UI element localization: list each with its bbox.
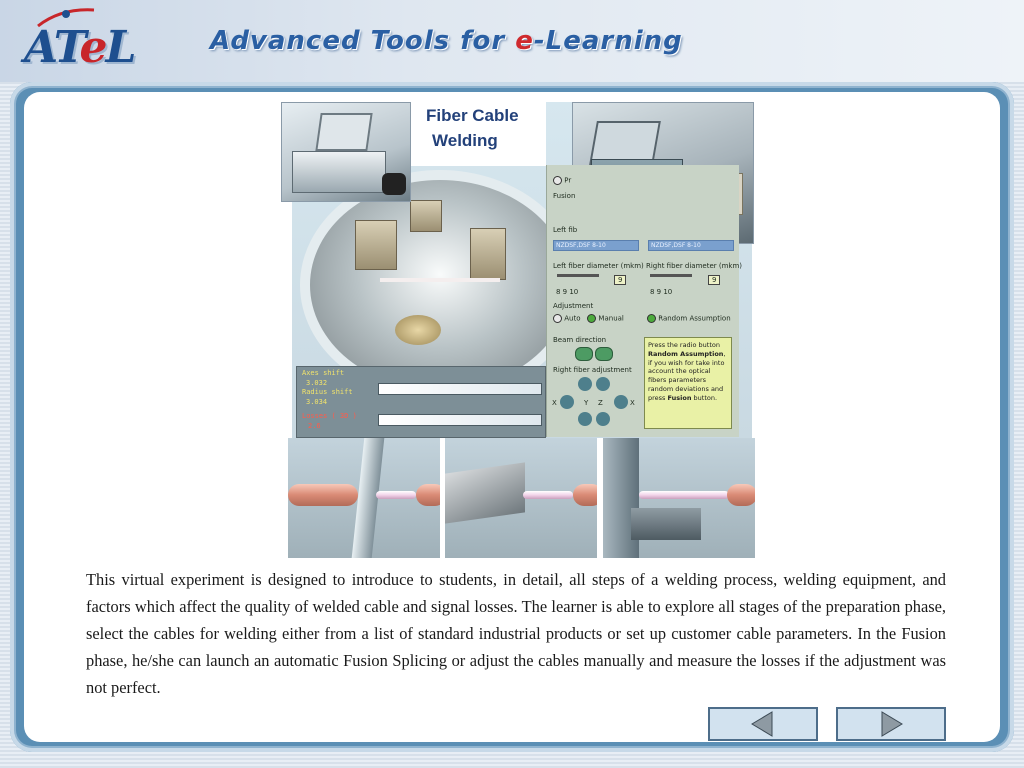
left-diameter-label: Left fiber diameter (mkm) (553, 262, 644, 270)
mode-radio[interactable] (553, 176, 562, 185)
radius-shift-value: 3.034 (306, 398, 328, 406)
stage-cleave-image (288, 438, 440, 558)
swoosh-icon (36, 6, 96, 30)
clamp-block (470, 228, 506, 280)
figure-title: Fiber Cable Welding (410, 102, 546, 166)
description-text: This virtual experiment is designed to introduce to students, in detail, all steps of a welding process, welding equipment, and factors which affect the quality of welded cable and signal losses. The learner is able to explore all stages of the preparation phase, select the cables for welding either from a list of standard industrial products or set up customer cable parameters. In the Fusion phase, he/she can launch an automatic Fusion Splicing or adjust the cables manually and measure the losses if the adjustment was not perfect. (86, 570, 946, 697)
beam-left-button[interactable] (575, 347, 593, 361)
splicer-device-image (281, 102, 411, 202)
header-banner (0, 0, 1024, 82)
adjust-right-button[interactable] (614, 395, 628, 409)
losses-value: 2.6 (308, 422, 321, 430)
adjustment-label: Adjustment (553, 302, 594, 310)
left-diameter-slider[interactable] (557, 274, 599, 277)
adjust-down2-button[interactable] (596, 412, 610, 426)
clamp-block (355, 220, 397, 270)
triangle-left-icon (710, 709, 816, 739)
left-fiber-select[interactable]: NZDSF,DSF 8-10 (553, 240, 639, 251)
adjust-left-button[interactable] (560, 395, 574, 409)
right-diameter-value: 9 (708, 275, 720, 285)
fiber-line (380, 278, 500, 282)
losses-label: Losses ( 3D ) (302, 412, 357, 420)
auto-radio[interactable] (553, 314, 562, 323)
axes-shift-value: 3.032 (306, 379, 328, 387)
triangle-right-icon (838, 709, 944, 739)
left-fiber-label: Left fib (553, 226, 578, 234)
right-scale: 8 9 10 (650, 288, 673, 296)
adjust-up2-button[interactable] (596, 377, 610, 391)
previous-button[interactable] (708, 707, 818, 741)
beam-direction-label: Beam direction (553, 336, 607, 344)
electrode-disc (395, 315, 441, 345)
left-scale: 8 9 10 (556, 288, 579, 296)
adjust-up-button[interactable] (578, 377, 592, 391)
random-assumption-radio[interactable] (647, 314, 656, 323)
radius-shift-label: Radius shift (302, 388, 353, 396)
axes-shift-label: Axes shift (302, 369, 345, 377)
right-adjustment-label: Right fiber adjustment (553, 366, 632, 374)
left-diameter-value: 9 (614, 275, 626, 285)
stage-strip-image (445, 438, 597, 558)
manual-radio[interactable] (587, 314, 596, 323)
left-trace-graph (378, 383, 542, 395)
stage-align-image (603, 438, 755, 558)
next-button[interactable] (836, 707, 946, 741)
atel-logo: ATeL (22, 6, 162, 72)
fusion-label: Fusion (553, 192, 576, 200)
right-diameter-label: Right fiber diameter (mkm) (646, 262, 743, 270)
right-fiber-select[interactable]: NZDSF,DSF 8-10 (648, 240, 734, 251)
tagline: Advanced Tools for e-Learning (210, 26, 683, 56)
hint-box: Press the radio button Random Assumption, if you wish for take into account the optical fibers parameters random deviations and press Fusion button. (644, 337, 732, 429)
beam-right-button[interactable] (595, 347, 613, 361)
clamp-block (410, 200, 442, 232)
adjust-down-button[interactable] (578, 412, 592, 426)
right-trace-graph (378, 414, 542, 426)
right-diameter-slider[interactable] (650, 274, 692, 277)
